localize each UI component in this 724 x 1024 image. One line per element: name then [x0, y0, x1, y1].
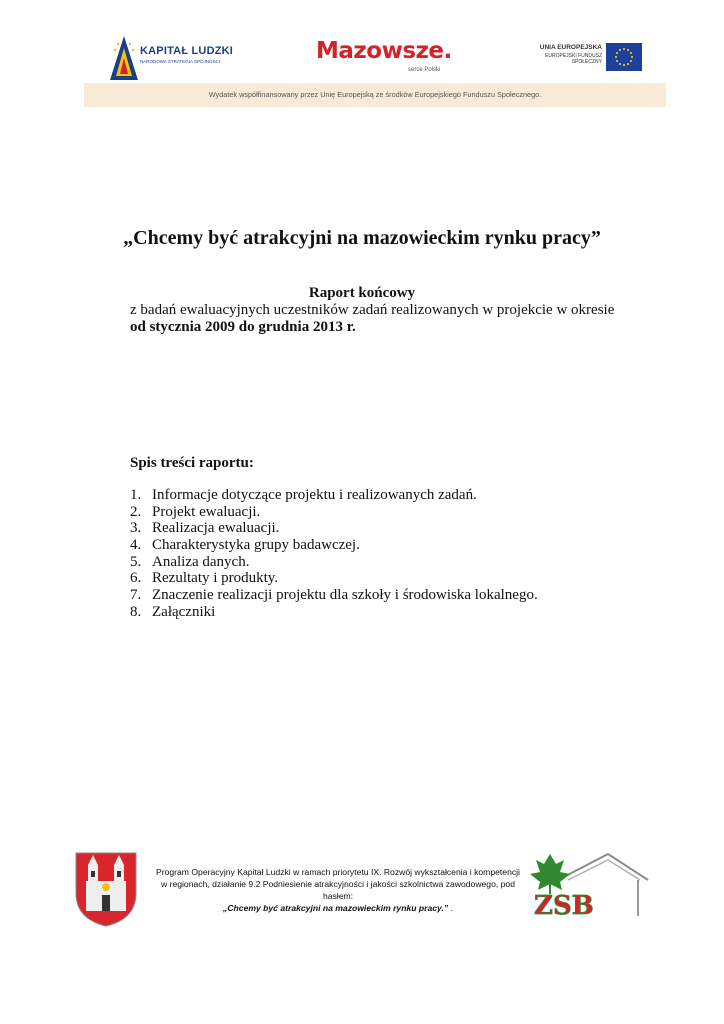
maple-leaf-icon	[530, 854, 570, 894]
eu-flag-icon	[606, 43, 642, 71]
zsb-logo-text: ZSB	[534, 891, 594, 920]
toc-item-text: Rezultaty i produkty.	[152, 570, 279, 587]
footer-slogan-suffix: .	[448, 903, 453, 913]
mazowsze-title: Mazowsze.	[316, 38, 452, 64]
toc-heading: Spis treści raportu:	[130, 455, 254, 471]
kapital-ludzki-subtitle: NARODOWA STRATEGIA SPÓJNOŚCI	[140, 59, 221, 64]
toc-item-number: 5.	[130, 553, 142, 570]
toc-item-text: Realizacja ewaluacji.	[152, 520, 280, 537]
footer-program-description: Program Operacyjny Kapitał Ludzki w ramach priorytetu IX. Rozwój wykształcenia i kompetencji w regionach, działanie 9.2 Podniesienie atrakcyjności i jakości szkolnictwa zawodowego, pod hasłem:	[156, 867, 520, 901]
toc-item-number: 8.	[130, 603, 142, 620]
toc-item-number: 6.	[130, 570, 142, 587]
toc-item	[130, 520, 538, 537]
coat-of-arms-icon	[74, 851, 138, 927]
zsb-school-logo	[528, 850, 650, 920]
toc-item	[130, 487, 538, 504]
footer-program-text	[156, 866, 520, 914]
toc-item-text: Załączniki	[152, 603, 216, 620]
kapital-ludzki-logo	[110, 36, 240, 80]
toc-item	[130, 570, 538, 587]
toc-item	[130, 604, 538, 621]
kapital-ludzki-emblem-icon	[110, 36, 138, 80]
toc-item	[130, 504, 538, 521]
toc-item-number: 2.	[130, 503, 142, 520]
toc-item	[130, 554, 538, 571]
cofinancing-text: Wydatek współfinansowany przez Unię Europejską ze środków Europejskiego Funduszu Społecznego.	[208, 90, 542, 99]
eu-logo	[520, 40, 644, 76]
report-description	[130, 302, 630, 336]
toc-item-number: 4.	[130, 537, 142, 554]
cofinancing-band	[84, 83, 666, 107]
eu-title: UNIA EUROPEJSKA	[539, 44, 602, 51]
toc-item-number: 1.	[130, 487, 142, 503]
toc-item	[130, 587, 538, 604]
toc-item-number: 7.	[130, 587, 142, 604]
mazowsze-logo	[312, 36, 462, 80]
toc-item-text: Projekt ewaluacji.	[152, 503, 261, 520]
report-description-text: z badań ewaluacyjnych uczestników zadań realizowanych w projekcie w okresie	[130, 302, 615, 318]
toc-item-text: Analiza danych.	[152, 553, 250, 570]
mazowsze-subtitle: serce Polski	[408, 67, 441, 73]
report-period: od stycznia 2009 do grudnia 2013 r.	[130, 319, 356, 335]
kapital-ludzki-title: KAPITAŁ LUDZKI	[140, 45, 234, 57]
document-title: „Chcemy być atrakcyjni na mazowieckim rynku pracy”	[123, 227, 601, 249]
footer-slogan: „Chcemy być atrakcyjni na mazowieckim rynku pracy.”	[223, 903, 449, 913]
toc-item	[130, 537, 538, 554]
report-label: Raport końcowy	[308, 285, 416, 301]
toc-list	[130, 487, 538, 621]
toc-item-number: 3.	[130, 520, 142, 537]
toc-item-text: Charakterystyka grupy badawczej.	[152, 537, 360, 554]
eu-fund-name: EUROPEJSKI FUNDUSZ SPOŁECZNY	[545, 53, 602, 65]
toc-item-text: Informacje dotyczące projektu i realizowanych zadań.	[152, 487, 477, 503]
toc-item-text: Znaczenie realizacji projektu dla szkoły i środowiska lokalnego.	[152, 587, 538, 604]
